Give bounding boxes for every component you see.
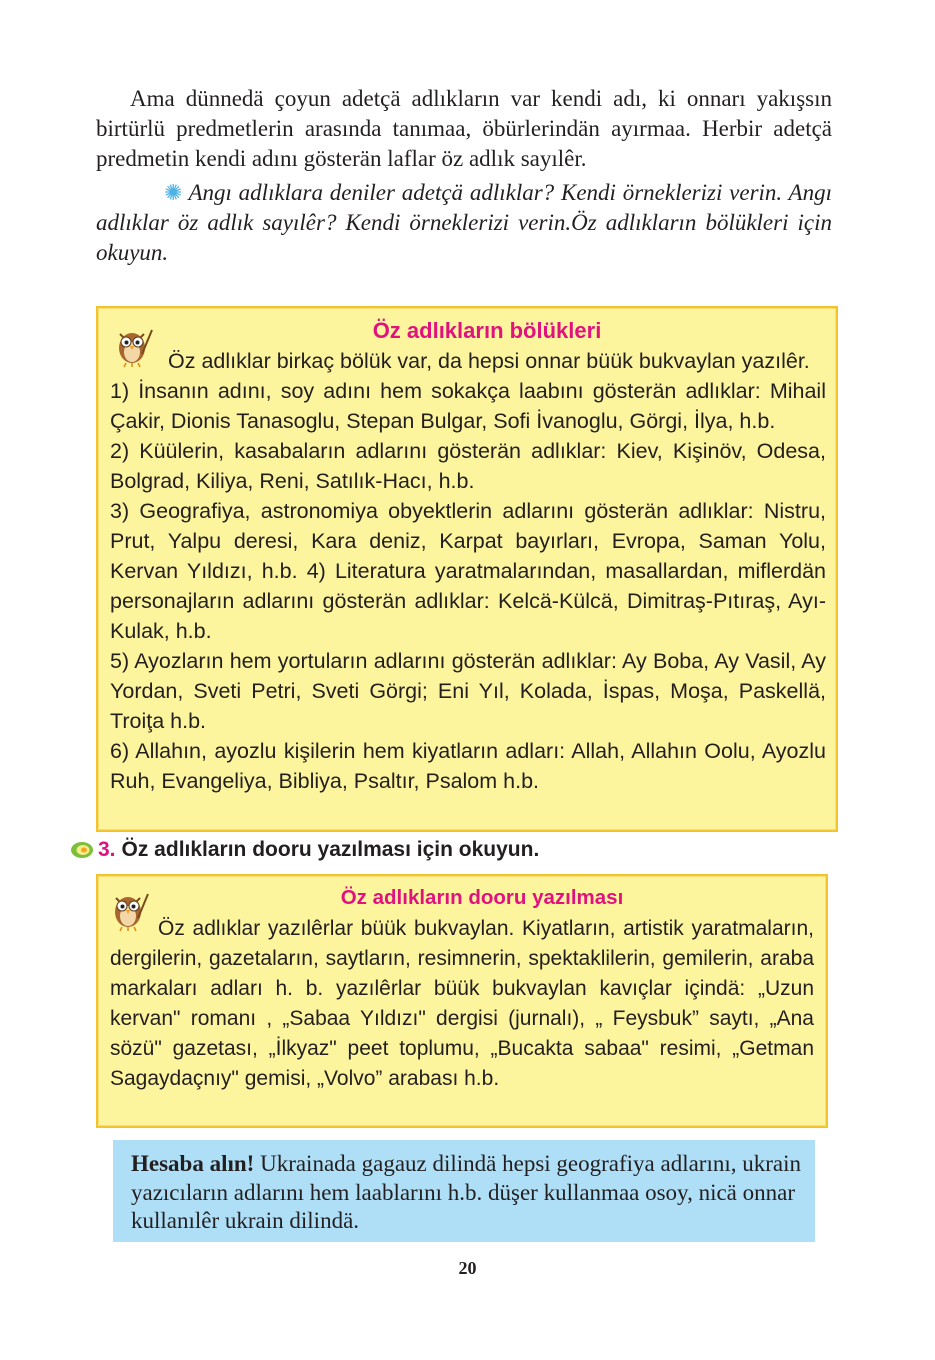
intro-text <box>96 84 832 268</box>
box-body <box>110 346 826 796</box>
note-body: Ukrainada gagauz dilindä hepsi geografiya adlarını, ukrain yazıcıların adlarını hem laablarını h.b. düşer kullanmaa osoy, nicä onnar kullanılêr ukrain dilindä. <box>131 1151 802 1233</box>
proper-noun-groups-box <box>96 306 838 832</box>
task-question-text: Angı adlıklara deniler adetçä adlıklar? Kendi örneklerizi verin. Angı adlıklar öz adlık sayılêr? Kendi örneklerizi verin.Öz adlıkların bölükleri için okuyun. <box>96 180 832 265</box>
task-number: 3. <box>98 838 116 861</box>
rule-item-1: 1) İnsanın adını, soy adını hem sokakça laabını gösterän adlıklar: Mihail Çakir, Dionis Tanasoglu, Stepan Bulgar, Sofi İvanoglu, Görgi, İlya, h.b. <box>110 379 826 433</box>
task-question <box>96 178 832 268</box>
rule-item-3: 3) Geografiya, astronomiya obyektlerin adlarını gösterän adlıklar: Nistru, Prut, Yalpu deresi, Kara deniz, Karpat bayırları, Evropa, Saman Yolu, Kervan Yıldızı, h.b. 4) Literatura yaratmalarından, masallardan, miflerdän personajların adlarını gösterän adlıklar: Kelcä-Külcä, Dimitraş-Pıtıraş, Ayı-Kulak, h.b. <box>110 499 826 643</box>
note-box <box>113 1140 815 1242</box>
task-3 <box>70 838 539 862</box>
rule-item-6: 6) Allahın, ayozlu kişilerin hem kiyatların adları: Allah, Allahın Oolu, Ayozlu Ruh, Evangeliya, Bibliya, Psaltır, Psalom h.b. <box>110 739 826 793</box>
task-marker-icon <box>70 841 94 859</box>
box-body <box>110 914 814 1094</box>
spelling-rule: Öz adlıklar yazılêrlar büük bukvaylan. Kiyatların, artistik yaratmaların, dergilerin, gazetaların, saytların, resimnerin, spektaklilerin, gemilerin, araba markaları adları h. b. yazılêrlar büük bukvaylan kavıçlar içindä: „Uzun kervan" romanı , „Sabaa Yıldızı" dergisi (jurnalı), „ Feysbuk” saytı, „Ana sözü" gazetası, „İlkyaz" peet toplumu, „Bucakta sabaa" resimi, „Getman Sagaydaçnıy" gemisi, „Volvo” arabası h.b. <box>110 917 814 1090</box>
note-heading: Hesaba alın! <box>131 1151 255 1176</box>
asterisk-icon: ✺ <box>164 180 183 205</box>
rule-item-5: 5) Ayozların hem yortuların adlarını gösterän adlıklar: Ay Boba, Ay Vasil, Ay Yordan, Sveti Petri, Sveti Görgi; Eni Yıl, Kolada, İspas, Moşa, Paskellä, Troiţa h.b. <box>110 649 826 733</box>
intro-paragraph: Ama dünnedä çoyun adetçä adlıkların var kendi adı, ki onnarı yakışsın birtürlü predmetlerin arasında tanımaa, öbürlerindän ayırmaa. Herbir adetçä predmetin kendi adını gösterän laflar öz adlık sayılêr. <box>96 86 832 171</box>
box-title: Öz adlıkların dooru yazılması <box>340 886 624 909</box>
proper-noun-spelling-box <box>96 874 828 1128</box>
box-title: Öz adlıkların bölükleri <box>372 318 602 343</box>
task-text: Öz adlıkların dooru yazılması için okuyun. <box>121 838 540 861</box>
note-text <box>131 1150 805 1236</box>
rule-item-2: 2) Küülerin, kasabaların adlarını gösterän adlıklar: Kiev, Kişinöv, Odesa, Bolgrad, Kiliya, Reni, Satılık-Hacı, h.b. <box>110 439 826 493</box>
page-number: 20 <box>458 1258 477 1278</box>
box-lead: Öz adlıklar birkaç bölük var, da hepsi onnar büük bukvaylan yazılêr. <box>168 349 810 373</box>
